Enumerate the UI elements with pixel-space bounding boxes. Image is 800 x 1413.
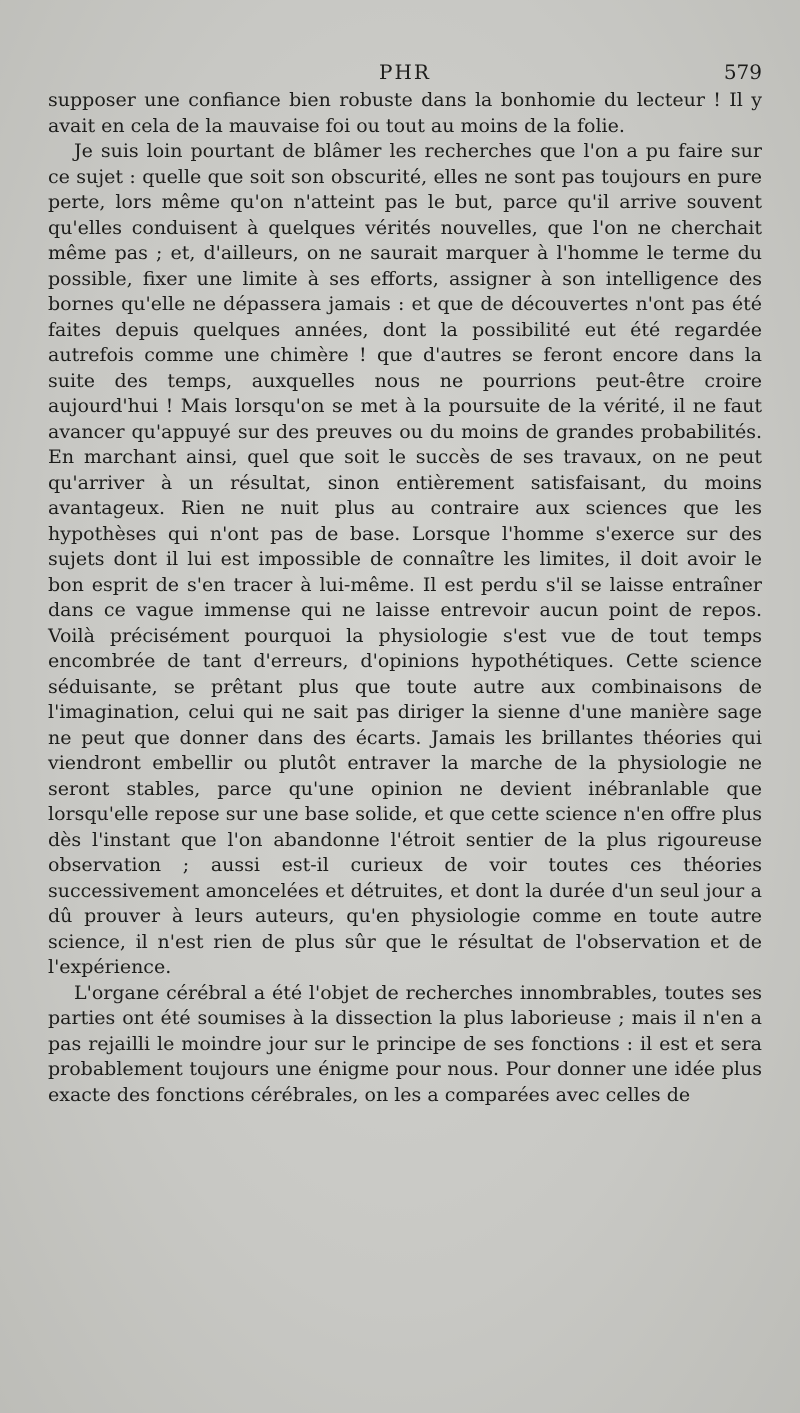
page-header bbox=[48, 60, 762, 90]
body-text bbox=[48, 88, 762, 1108]
paragraph-cerebral-organ: L'organe cérébral a été l'objet de recherches innombrables, toutes ses parties ont été soumises à la dissection la plus laborieuse ; mais il n'en a pas rejailli le moindre jour sur le principe de ses fonctions : il est et sera probablement toujours une énigme pour nous. Pour donner une idée plus exacte des fonctions cérébrales, on les a comparées avec celles de bbox=[48, 981, 762, 1106]
running-head: PHR bbox=[379, 60, 431, 84]
paragraph-continuation: supposer une confiance bien robuste dans la bonhomie du lecteur ! Il y avait en cela de la mauvaise foi ou tout au moins de la folie. bbox=[48, 89, 762, 137]
paragraph-research: Je suis loin pourtant de blâmer les recherches que l'on a pu faire sur ce sujet : quelle que soit son obscurité, elles ne sont pas toujours en pure perte, lors même qu'on n'atteint pas le but, parce qu'il arrive souvent qu'elles conduisent à quelques vérités nouvelles, que l'on ne cherchait même pas ; et, d'ailleurs, on ne saurait marquer à l'homme le terme du possible, fixer une limite à ses efforts, assigner à son intelligence des bornes qu'elle ne dépassera jamais : et que de découvertes n'ont pas été faites depuis quelques années, dont la possibilité eut été regardée autrefois comme une chimère ! que d'autres se feront encore dans la suite des temps, auxquelles nous ne pourrions peut-être croire aujourd'hui ! Mais lorsqu'on se met à la poursuite de la vérité, il ne faut avancer qu'appuyé sur des preuves ou du moins de grandes probabilités. En marchant ainsi, quel que soit le succès de ses travaux, on ne peut qu'arriver à un résultat, sinon entièrement satisfaisant, du moins avantageux. Rien ne nuit plus au contraire aux sciences que les hypothèses qui n'ont pas de base. Lorsque l'homme s'exerce sur des sujets dont il lui est impossible de connaître les limites, il doit avoir le bon esprit de s'en tracer à lui-même. Il est perdu s'il se laisse entraîner dans ce vague immense qui ne laisse entrevoir aucun point de repos. Voilà précisément pourquoi la physiologie s'est vue de tout temps encombrée de tant d'erreurs, d'opinions hypothétiques. Cette science séduisante, se prêtant plus que toute autre aux combinaisons de l'imagination, celui qui ne sait pas diriger la sienne d'une manière sage ne peut que donner dans des écarts. Jamais les brillantes théories qui viendront embellir ou plutôt entraver la marche de la physiologie ne seront stables, parce qu'une opinion ne devient inébranlable que lorsqu'elle repose sur une base solide, et que cette science n'en offre plus dès l'instant que l'on abandonne l'étroit sentier de la plus rigoureuse observation ; aussi est-il curieux de voir toutes ces théories successivement amoncelées et détruites, et dont la durée d'un seul jour a dû prouver à leurs auteurs, qu'en physiologie comme en toute autre science, il n'est rien de plus sûr que le résultat de l'observation et de l'expérience. bbox=[48, 140, 762, 978]
page-number: 579 bbox=[723, 60, 762, 84]
